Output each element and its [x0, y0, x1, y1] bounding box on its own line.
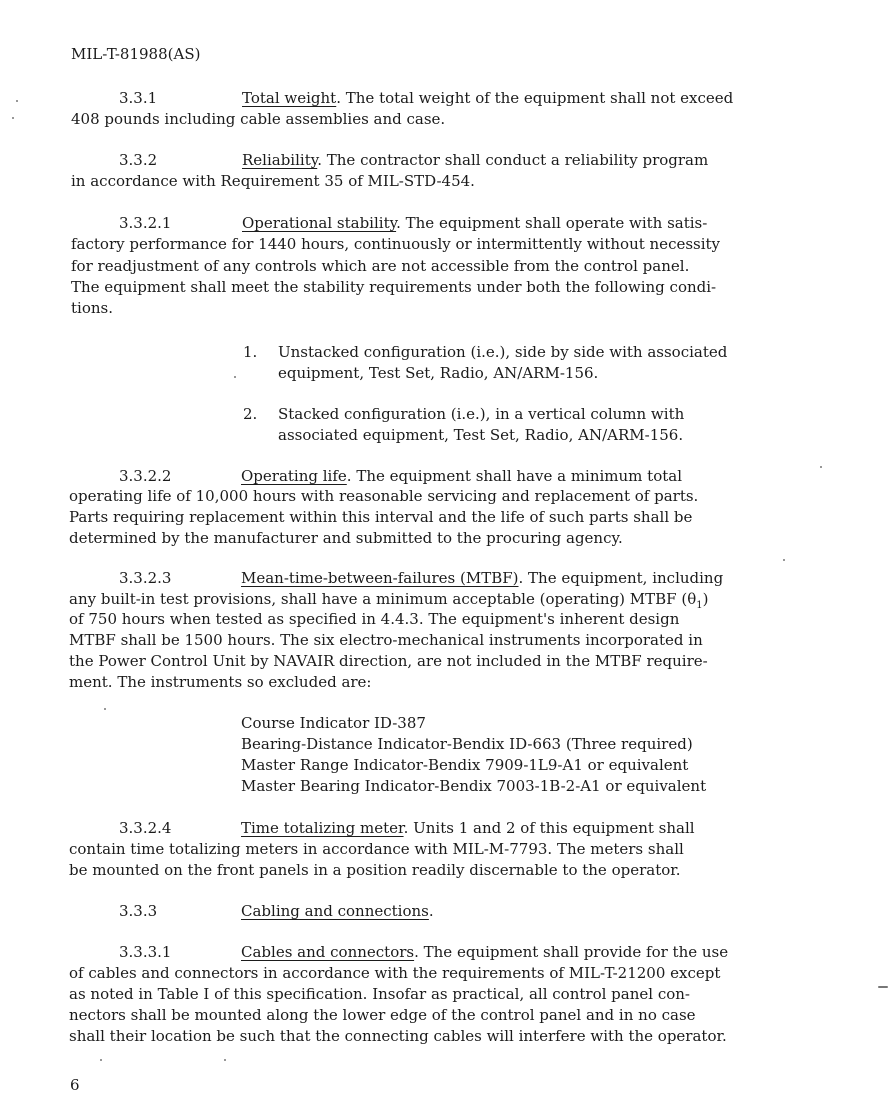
body-text: factory performance for 1440 hours, continuously or intermittently without necessity: [71, 235, 721, 253]
body-text: .: [428, 902, 434, 920]
section-title: Cabling and connections: [241, 902, 429, 920]
body-text: MTBF shall be 1500 hours. The six electro-mechanical instruments incorporated in: [69, 631, 703, 649]
body-text: shall their location be such that the connecting cables will interfere with the operator.: [69, 1027, 727, 1045]
body-text: ment. The instruments so excluded are:: [69, 673, 372, 691]
list-item-text: equipment, Test Set, Radio, AN/ARM-156.: [278, 364, 599, 382]
section-heading-line: [242, 150, 708, 170]
scan-speck: [234, 376, 236, 378]
body-text: any built-in test provisions, shall have a minimum acceptable (operating) MTBF (θ: [69, 590, 697, 608]
body-text: for readjustment of any controls which are not accessible from the control panel.: [71, 257, 690, 275]
body-text: . The contractor shall conduct a reliability program: [317, 151, 709, 169]
body-text: 408 pounds including cable assemblies and case.: [71, 110, 446, 128]
scan-speck: [100, 1059, 102, 1061]
scan-speck: [783, 559, 785, 561]
section-number: 3.3.2.3: [119, 569, 172, 587]
section-title: Time totalizing meter: [241, 819, 404, 837]
scan-mark: [878, 986, 888, 988]
body-text: . The equipment shall have a minimum total: [346, 467, 683, 485]
body-text: . The total weight of the equipment shall not exceed: [336, 89, 734, 107]
body-text: be mounted on the front panels in a position readily discernable to the operator.: [69, 861, 681, 879]
section-title: Operational stability: [242, 214, 397, 232]
body-text: . The equipment shall operate with satis-: [396, 214, 708, 232]
body-text: . Units 1 and 2 of this equipment shall: [403, 819, 695, 837]
theta-subscript: 1: [696, 600, 703, 611]
body-text: The equipment shall meet the stability requirements under both the following condi-: [71, 278, 717, 296]
scan-speck: [820, 466, 822, 468]
section-heading-line: [241, 901, 434, 921]
body-text: tions.: [71, 299, 113, 317]
body-text: the Power Control Unit by NAVAIR direction, are not included in the MTBF require-: [69, 652, 708, 670]
body-text: of cables and connectors in accordance with the requirements of MIL-T-21200 except: [69, 964, 721, 982]
instrument-item: Master Bearing Indicator-Bendix 7003-1B-2-A1 or equivalent: [241, 777, 707, 795]
section-title: Total weight: [242, 89, 337, 107]
body-text: ): [702, 590, 709, 608]
list-item-text: associated equipment, Test Set, Radio, AN/ARM-156.: [278, 426, 684, 444]
body-text: . The equipment shall provide for the use: [414, 943, 729, 961]
body-text: nectors shall be mounted along the lower edge of the control panel and in no case: [69, 1006, 696, 1024]
list-item-number: 1.: [243, 343, 258, 361]
list-item-number: 2.: [243, 405, 258, 423]
body-text: . The equipment, including: [518, 569, 724, 587]
instrument-item: Course Indicator ID-387: [241, 714, 426, 732]
document-id: MIL-T-81988(AS): [71, 45, 201, 63]
instrument-item: Bearing-Distance Indicator-Bendix ID-663 (Three required): [241, 735, 693, 753]
section-heading-line: [242, 213, 707, 233]
section-heading-line: [241, 818, 695, 838]
body-text: in accordance with Requirement 35 of MIL-STD-454.: [71, 172, 475, 190]
section-heading-line: [242, 88, 733, 108]
section-number: 3.3.2.2: [119, 467, 172, 485]
body-text: of 750 hours when tested as specified in 4.4.3. The equipment's inherent design: [69, 610, 680, 628]
instrument-item: Master Range Indicator-Bendix 7909-1L9-A1 or equivalent: [241, 756, 689, 774]
section-title: Reliability: [242, 151, 318, 169]
body-text: operating life of 10,000 hours with reasonable servicing and replacement of parts.: [69, 487, 699, 505]
section-heading-line: [241, 466, 682, 486]
section-number: 3.3.2: [119, 151, 158, 169]
section-number: 3.3.2.1: [119, 214, 172, 232]
scan-speck: [224, 1059, 226, 1061]
scan-speck: [12, 117, 14, 119]
body-text: Parts requiring replacement within this interval and the life of such parts shall be: [69, 508, 693, 526]
list-item-text: Unstacked configuration (i.e.), side by side with associated: [278, 343, 728, 361]
section-number: 3.3.3.1: [119, 943, 172, 961]
section-title: Operating life: [241, 467, 347, 485]
body-text: as noted in Table I of this specification. Insofar as practical, all control panel con-: [69, 985, 690, 1003]
section-title: Cables and connectors: [241, 943, 415, 961]
list-item-text: Stacked configuration (i.e.), in a vertical column with: [278, 405, 685, 423]
body-text: determined by the manufacturer and submitted to the procuring agency.: [69, 529, 623, 547]
section-heading-line: [241, 942, 728, 962]
section-number: 3.3.3: [119, 902, 158, 920]
scan-speck: [104, 708, 106, 710]
scan-speck: [16, 100, 18, 102]
section-number: 3.3.1: [119, 89, 158, 107]
section-heading-line: [241, 568, 723, 588]
page-number: 6: [70, 1076, 80, 1094]
section-title: Mean-time-between-failures (MTBF): [241, 569, 519, 587]
section-number: 3.3.2.4: [119, 819, 172, 837]
body-text: contain time totalizing meters in accordance with MIL-M-7793. The meters shall: [69, 840, 684, 858]
